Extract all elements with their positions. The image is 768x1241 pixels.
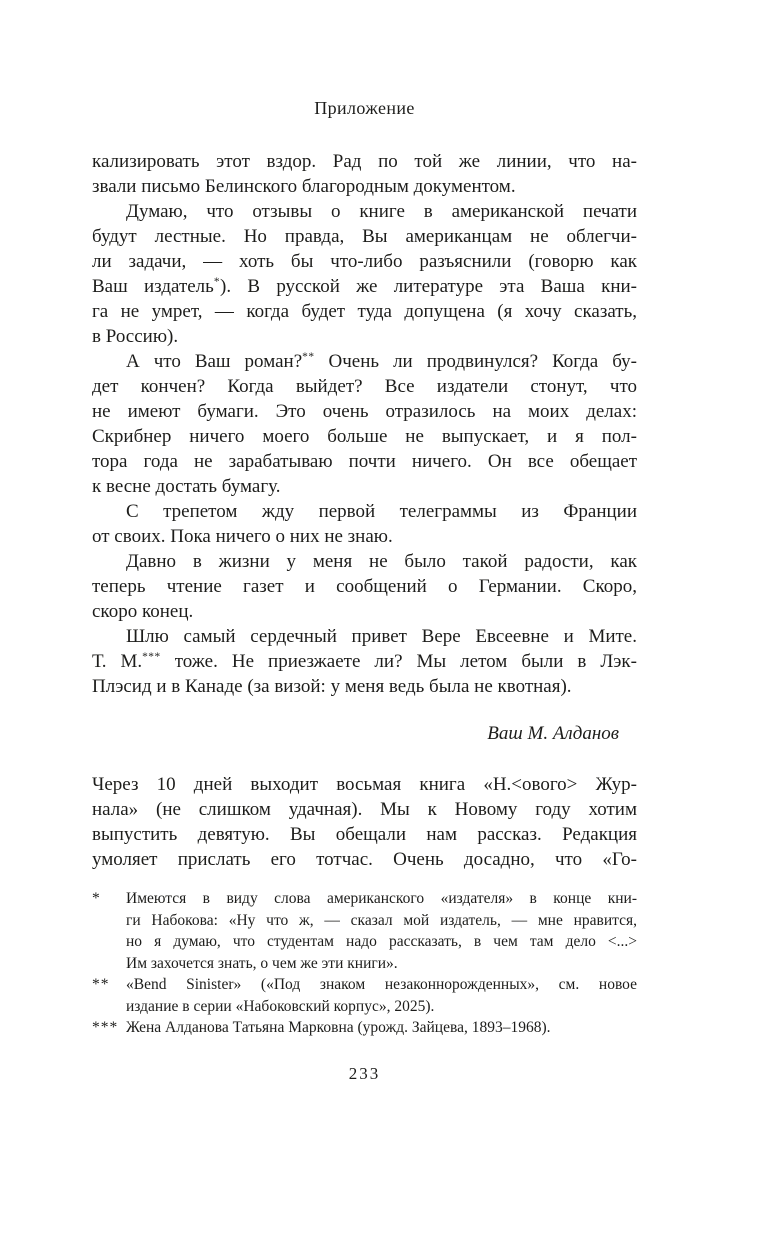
text-line: теперь чтение газет и сообщений о Германии. Скоро, <box>92 576 637 597</box>
text-line: не имеют бумаги. Это очень отразилось на моих делах: <box>92 401 637 422</box>
footnote-reference-marker: *** <box>142 651 161 663</box>
text-line: издание в серии «Набоковский корпус», 2025). <box>126 997 435 1015</box>
text-line: Через 10 дней выходит восьмая книга «Н.<ового> Жур- <box>92 774 637 795</box>
text-line: Т. М.*** тоже. Не приезжаете ли? Мы летом были в Лэк- <box>92 651 637 672</box>
text-line: ги Набокова: «Ну что ж, — сказал мой издатель, — мне нравится, <box>126 911 637 929</box>
footnote-reference-marker: ** <box>302 351 315 363</box>
footnote <box>92 974 637 1017</box>
footnote-reference-marker: * <box>213 276 221 288</box>
text-line: в Россию). <box>92 326 179 347</box>
text-line: от своих. Пока ничего о них не знаю. <box>92 526 393 547</box>
text-line: ли задачи, — хоть бы что-либо разъяснили (говорю как <box>92 251 637 272</box>
footnote-marker: * <box>92 890 101 907</box>
text-line: тора года не зарабатываю почти ничего. Он все обещает <box>92 451 637 472</box>
text-line: га не умрет, — когда будет туда допущена (я хочу сказать, <box>92 301 637 322</box>
text-line: кализировать этот вздор. Рад по той же линии, что на- <box>92 151 637 172</box>
text-line: звали письмо Белинского благородным документом. <box>92 176 516 197</box>
text-line: «Bend Sinister» («Под знаком незаконнорожденных», см. новое <box>126 976 637 993</box>
text-line: Имеются в виду слова американского «издателя» в конце кни- <box>126 890 637 907</box>
footnotes-section <box>92 888 637 1039</box>
letter-body <box>92 149 637 699</box>
text-line: Шлю самый сердечный привет Вере Евсеевне и Мите. <box>126 626 637 647</box>
text-line: дет кончен? Когда выйдет? Все издатели стонут, что <box>92 376 637 397</box>
footnote <box>92 888 637 974</box>
footnote-marker: ** <box>92 976 110 993</box>
page-number: 233 <box>348 1064 381 1083</box>
text-line: Плэсид и в Канаде (за визой: у меня ведь была не квотная). <box>92 676 572 697</box>
text-column <box>92 149 637 1039</box>
text-line: Давно в жизни у меня не было такой радости, как <box>126 551 637 572</box>
text-line: Ваш издатель*). В русской же литературе эта Ваша кни- <box>92 276 637 297</box>
text-line: А что Ваш роман?** Очень ли продвинулся? Когда бу- <box>126 351 638 372</box>
text-line: но я думаю, что студентам надо рассказать, в чем там дело <...> <box>126 933 637 950</box>
running-header: Приложение <box>314 98 415 118</box>
postscript-paragraph <box>92 772 637 872</box>
text-line: к весне достать бумагу. <box>92 476 281 497</box>
text-line: будут лестные. Но правда, Вы американцам не облегчи- <box>92 226 637 247</box>
text-line: С трепетом жду первой телеграммы из Франции <box>126 501 637 522</box>
text-line: Думаю, что отзывы о книге в американской печати <box>126 201 637 222</box>
text-line: выпустить девятую. Вы обещали нам рассказ. Редакция <box>92 824 637 845</box>
text-line: Жена Алданова Татьяна Марковна (урожд. Зайцева, 1893–1968). <box>126 1019 551 1036</box>
letter-signature: Ваш М. Алданов <box>487 723 619 744</box>
text-line: Им захочется знать, о чем же эти книги». <box>126 954 398 972</box>
footnote <box>92 1017 637 1039</box>
footnote-marker: *** <box>92 1019 119 1036</box>
text-line: Скрибнер ничего моего больше не выпускает, и я пол- <box>92 426 637 447</box>
text-line: нала» (не слишком удачная). Мы к Новому году хотим <box>92 799 637 820</box>
text-line: умоляет прислать его тотчас. Очень досадно, что «Го- <box>92 849 637 870</box>
text-line: скоро конец. <box>92 601 194 622</box>
